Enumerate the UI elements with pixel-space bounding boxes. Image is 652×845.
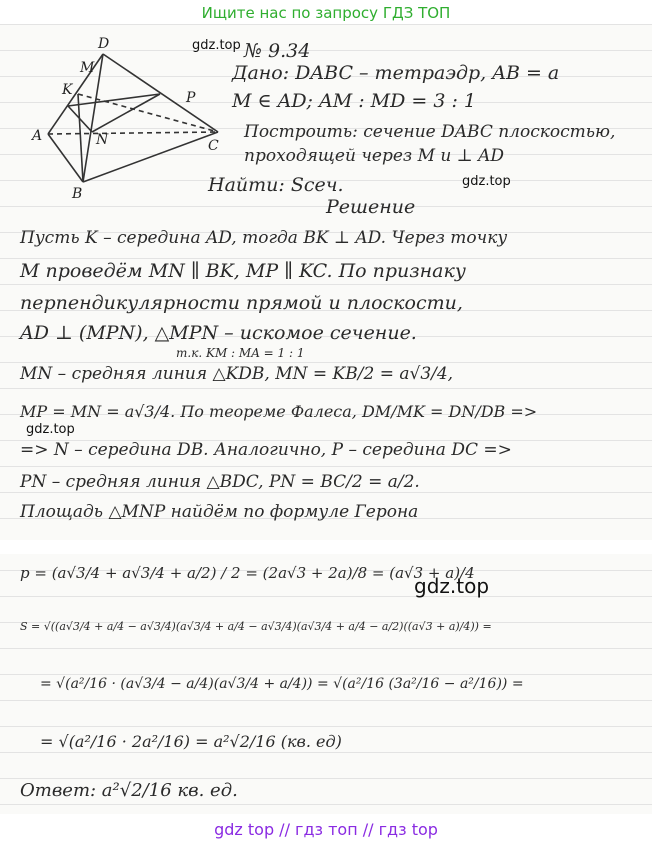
task-line: Построить: сечение DABC плоскостью, (244, 122, 616, 142)
find-line: Найти: Sсеч. (208, 174, 344, 196)
solution-line: PN – средняя линия △BDC, PN = BC/2 = a/2. (20, 472, 420, 492)
watermark: gdz.top (414, 574, 490, 598)
formula-line: p = (a√3/4 + a√3/4 + a/2) / 2 = (2a√3 + 2a)/8 = (a√3 + a)/4 (20, 564, 475, 582)
problem-number: № 9.34 (244, 40, 311, 62)
answer-line: Ответ: a²√2/16 кв. ед. (20, 780, 238, 801)
given-line: Дано: DABC – тетраэдр, AB = a (232, 62, 560, 84)
tetrahedron-figure (28, 32, 228, 202)
top-banner: Ищите нас по запросу ГДЗ ТОП (201, 4, 451, 22)
vertex-label: K (62, 82, 73, 98)
solution-line: Пусть K – середина AD, тогда BK ⊥ AD. Через точку (20, 228, 508, 248)
solution-line: AD ⊥ (MPN), △MPN – искомое сечение. (20, 322, 417, 344)
solution-line: MP = MN = a√3/4. По теореме Фалеса, DM/MK = DN/DB => (20, 402, 538, 421)
task-line: проходящей через M и ⊥ AD (244, 146, 505, 166)
solution-line: Площадь △MNP найдём по формуле Герона (20, 502, 419, 522)
formula-line: = √(a²/16 · 2a²/16) = a²√2/16 (кв. ед) (40, 732, 342, 751)
page-divider (0, 540, 652, 554)
solution-paper (0, 24, 652, 814)
solution-heading: Решение (326, 196, 416, 218)
vertex-label: D (98, 36, 110, 52)
vertex-label: A (32, 128, 43, 144)
solution-line: перпендикулярности прямой и плоскости, (20, 292, 463, 314)
side-note: т.к. KM : MA = 1 : 1 (176, 346, 305, 360)
watermark: gdz.top (192, 38, 241, 53)
vertex-label: M (80, 60, 95, 76)
vertex-label: P (186, 90, 196, 106)
solution-line: => N – середина DB. Аналогично, P – середина DC => (20, 440, 512, 460)
vertex-label: N (96, 132, 109, 148)
vertex-label: C (208, 138, 219, 154)
formula-line: = √(a²/16 · (a√3/4 − a/4)(a√3/4 + a/4)) = √(a²/16 (3a²/16 − a²/16)) = (40, 676, 524, 692)
watermark: gdz.top (26, 422, 75, 437)
watermark: gdz.top (462, 174, 511, 189)
given-line: M ∈ AD; AM : MD = 3 : 1 (232, 90, 476, 112)
vertex-label: B (72, 186, 83, 202)
bottom-banner: gdz top // гдз топ // гдз top (214, 820, 438, 839)
solution-line: M проведём MN ∥ BK, MP ∥ KC. По признаку (20, 260, 466, 282)
solution-line: MN – средняя линия △KDB, MN = KB/2 = a√3/4, (20, 364, 454, 384)
formula-line: S = √((a√3/4 + a/4 − a√3/4)(a√3/4 + a/4 − a√3/4)(a√3/4 + a/4 − a/2)((a√3 + a)/4)) = (20, 620, 492, 633)
